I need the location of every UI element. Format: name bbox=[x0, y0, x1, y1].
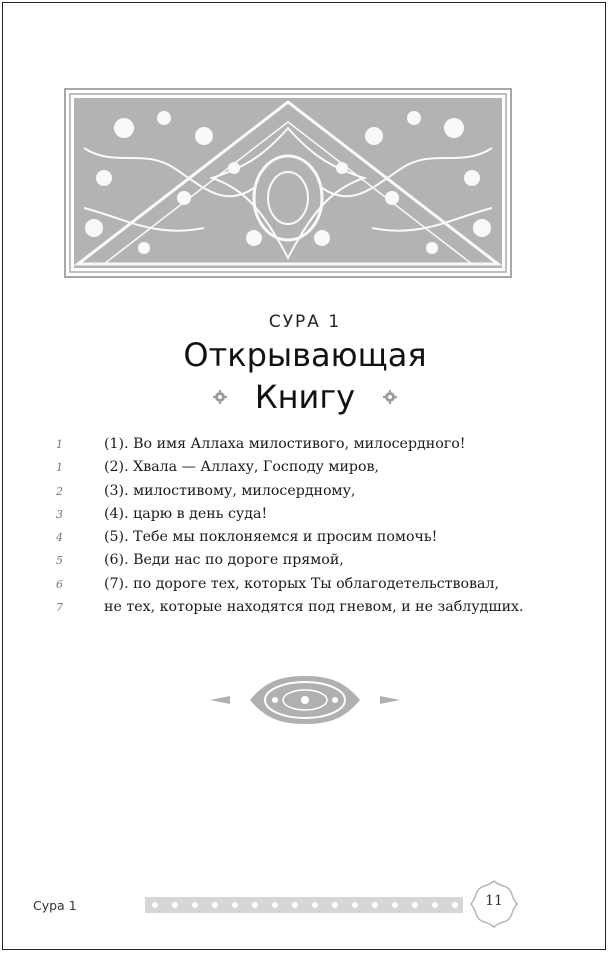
sura-title-line-2: Книгу bbox=[254, 378, 356, 416]
verse-line bbox=[56, 436, 576, 459]
verse-number: 1 bbox=[56, 438, 63, 451]
verse-line bbox=[56, 506, 576, 529]
verse-number: 5 bbox=[56, 554, 63, 568]
running-title: Сура 1 bbox=[33, 898, 77, 913]
verse-line bbox=[56, 576, 576, 599]
verse-list bbox=[56, 436, 576, 622]
sura-title-row bbox=[0, 375, 610, 419]
verse-text: (2). Хвала — Аллаху, Господу миров, bbox=[104, 459, 380, 476]
footer-ornament-band bbox=[145, 897, 463, 913]
verse-number: 6 bbox=[56, 577, 63, 591]
verse-text: (3). милостивому, милосердному, bbox=[104, 482, 356, 499]
verse-text: (1). Во имя Аллаха милостивого, милосердного! bbox=[104, 436, 466, 452]
verse-text: (7). по дороге тех, которых Ты облагодетельствовал, bbox=[104, 575, 500, 592]
verse-text: (5). Тебе мы поклоняемся и просим помочь! bbox=[104, 529, 438, 546]
ornament-rosette-icon bbox=[213, 390, 227, 404]
verse-number: 3 bbox=[56, 507, 63, 521]
verse-text: (6). Веди нас по дороге прямой, bbox=[104, 552, 344, 569]
verse-number: 7 bbox=[56, 601, 63, 615]
verse-line bbox=[56, 599, 576, 622]
sura-label: СУРА 1 bbox=[268, 312, 342, 332]
ornament-rosette-icon bbox=[383, 390, 397, 404]
arabesque-panel-ornament bbox=[64, 88, 512, 278]
verse-text: (4). царю в день суда! bbox=[104, 505, 268, 522]
verse-number: 4 bbox=[56, 531, 63, 545]
verse-number: 2 bbox=[56, 484, 63, 498]
verse-line bbox=[56, 552, 576, 575]
medallion-ornament bbox=[210, 672, 400, 728]
verse-line bbox=[56, 529, 576, 552]
verse-line bbox=[56, 459, 576, 482]
page-number: 11 bbox=[485, 893, 503, 909]
verse-text: не тех, которые находятся под гневом, и не заблудших. bbox=[104, 599, 524, 616]
sura-title-line-1: Открывающая bbox=[183, 336, 427, 374]
verse-number: 1 bbox=[56, 461, 63, 475]
verse-line bbox=[56, 483, 576, 506]
